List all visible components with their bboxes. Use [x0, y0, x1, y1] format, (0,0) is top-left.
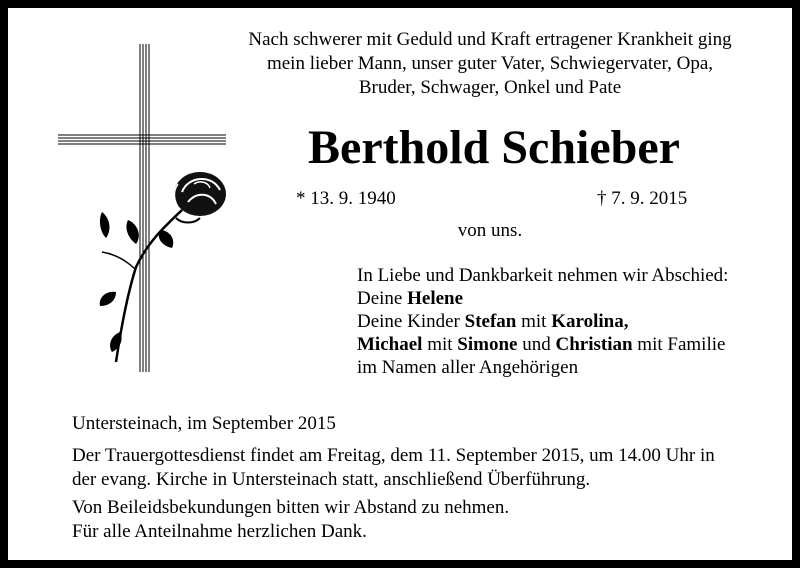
family-text: mit: [422, 334, 458, 355]
family-text: mit Familie: [632, 334, 726, 355]
family-line: [357, 287, 777, 310]
birth-date: * 13. 9. 1940: [296, 188, 396, 209]
family-text: Deine Kinder: [357, 311, 465, 332]
closing-line: Von Beileidsbekundungen bitten wir Abstand zu nehmen.: [72, 497, 510, 518]
intro-line: Bruder, Schwager, Onkel und Pate: [358, 77, 622, 98]
intro-line: mein lieber Mann, unser guter Vater, Schwiegervater, Opa,: [266, 53, 714, 74]
intro-text: [228, 28, 752, 100]
family-line: [357, 333, 777, 356]
family-member-name: Simone: [457, 334, 518, 355]
service-line: der evang. Kirche in Untersteinach statt, anschließend Überführung.: [72, 469, 591, 490]
death-date: † 7. 9. 2015: [597, 188, 688, 209]
closing-line: Für alle Anteilnahme herzlichen Dank.: [72, 521, 367, 542]
family-line: In Liebe und Dankbarkeit nehmen wir Abschied:: [357, 265, 729, 286]
family-member-name: Karolina,: [551, 311, 629, 332]
family-member-name: Christian: [555, 334, 633, 355]
closing-notes: [72, 496, 772, 544]
intro-line: Nach schwerer mit Geduld und Kraft ertragener Krankheit ging: [248, 29, 732, 50]
family-line: [357, 310, 777, 333]
family-member-name: Michael: [357, 334, 423, 355]
family-member-name: Helene: [407, 288, 464, 309]
closing-phrase: von uns.: [457, 220, 523, 241]
service-line: Der Trauergottesdienst findet am Freitag, dem 11. September 2015, um 14.00 Uhr in: [72, 445, 715, 466]
family-text: Deine: [357, 288, 408, 309]
deceased-name: Berthold Schieber: [308, 121, 680, 174]
family-text: und: [517, 334, 556, 355]
service-info: [72, 444, 772, 492]
rose-icon: [100, 172, 226, 362]
cross-rose-illustration: [56, 42, 226, 382]
family-member-name: Stefan: [464, 311, 517, 332]
family-line: im Namen aller Angehörigen: [357, 357, 579, 378]
place-date: Untersteinach, im September 2015: [72, 413, 336, 434]
family-text: mit: [516, 311, 552, 332]
family-block: [357, 264, 777, 379]
